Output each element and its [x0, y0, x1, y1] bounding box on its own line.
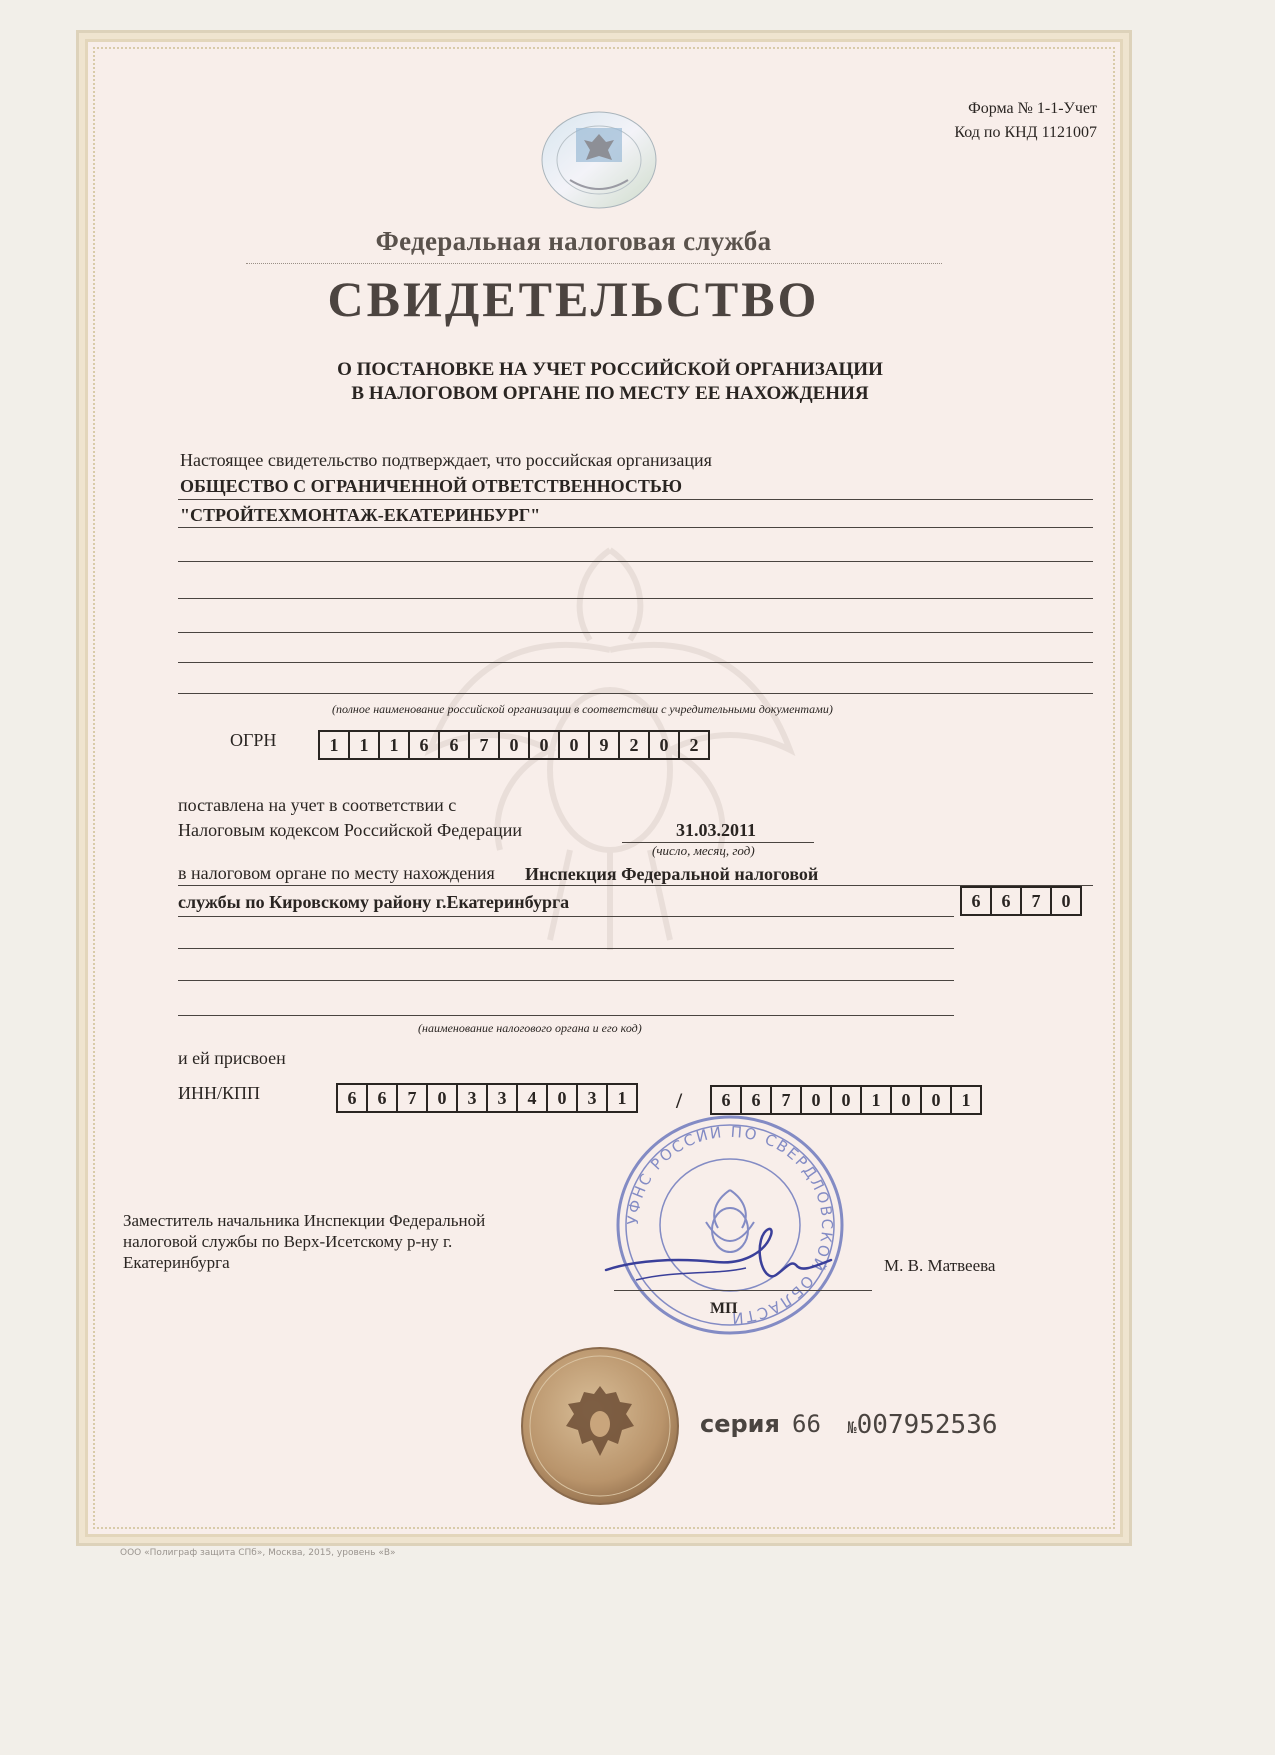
- document-subtitle: [0, 358, 1220, 406]
- intro-text: Настоящее свидетельство подтверждает, что российская организация: [180, 450, 712, 470]
- office-code-digit: 0: [1052, 888, 1082, 914]
- kpp-digit: 7: [772, 1087, 802, 1113]
- inn-digit: 3: [488, 1085, 518, 1111]
- assigned-text: и ей присвоен: [178, 1048, 286, 1068]
- kpp-digit: 1: [952, 1087, 982, 1113]
- field-line: [178, 693, 1093, 694]
- knd-code: Код по КНД 1121007: [954, 124, 1097, 141]
- kpp-digit: 6: [742, 1087, 772, 1113]
- kpp-digit: 0: [802, 1087, 832, 1113]
- inn-kpp-separator: /: [676, 1088, 683, 1113]
- serial-digits: 007952536: [856, 1410, 998, 1440]
- inn-digit: 4: [518, 1085, 548, 1111]
- ogrn-digit: 1: [320, 732, 350, 758]
- org-name-line: "СТРОЙТЕХМОНТАЖ-ЕКАТЕРИНБУРГ": [180, 505, 541, 525]
- field-line: [178, 916, 954, 917]
- kpp-digit: 0: [832, 1087, 862, 1113]
- field-line: [178, 499, 1093, 500]
- ogrn-digit: 6: [440, 732, 470, 758]
- kpp-digit: 0: [922, 1087, 952, 1113]
- agency-divider: [246, 263, 942, 264]
- ogrn-digit: 0: [560, 732, 590, 758]
- agency-name: Федеральная налоговая служба: [375, 226, 772, 256]
- tax-code-text: Налоговым кодексом Российской Федерации: [178, 820, 523, 840]
- series-number: 66: [792, 1410, 821, 1438]
- registration-date: 31.03.2011: [676, 820, 757, 840]
- office-code-digit: 7: [1022, 888, 1052, 914]
- ogrn-digit: 2: [620, 732, 650, 758]
- inn-digit: 1: [608, 1085, 638, 1111]
- ogrn-digit: 1: [350, 732, 380, 758]
- inn-cells: [336, 1083, 638, 1113]
- field-line: [178, 598, 1093, 599]
- kpp-digit: 1: [862, 1087, 892, 1113]
- number-sign: №: [847, 1418, 857, 1437]
- ogrn-digit: 1: [380, 732, 410, 758]
- handwritten-signature: [596, 1220, 836, 1300]
- registered-text: поставлена на учет в соответствии с: [178, 795, 457, 815]
- seal-place-mark: МП: [710, 1300, 738, 1317]
- ogrn-digit: 2: [680, 732, 710, 758]
- signatory-position-line: налоговой службы по Верх-Исетскому р-ну г.: [123, 1232, 453, 1251]
- inn-digit: 7: [398, 1085, 428, 1111]
- inn-digit: 0: [428, 1085, 458, 1111]
- inn-digit: 3: [458, 1085, 488, 1111]
- field-line: [178, 885, 1093, 886]
- subtitle-line: В НАЛОГОВОМ ОРГАНЕ ПО МЕСТУ ЕЕ НАХОЖДЕНИЯ: [351, 383, 869, 404]
- ogrn-digit: 0: [530, 732, 560, 758]
- ogrn-digit: 9: [590, 732, 620, 758]
- field-line: [178, 527, 1093, 528]
- ogrn-cells: [318, 730, 710, 760]
- office-code-digit: 6: [962, 888, 992, 914]
- hologram-emblem-icon: [540, 110, 658, 210]
- document-title: СВИДЕТЕЛЬСТВО: [327, 271, 820, 327]
- field-line: [178, 948, 954, 949]
- form-number: [954, 97, 1097, 145]
- field-line: [178, 662, 1093, 663]
- serial-number: [847, 1410, 998, 1440]
- org-caption: (полное наименование российской организации в соответствии с учредительными документами): [332, 702, 833, 716]
- inn-digit: 3: [578, 1085, 608, 1111]
- field-line: [178, 632, 1093, 633]
- tax-office-lead: в налоговом органе по месту нахождения: [178, 863, 495, 883]
- office-code-digit: 6: [992, 888, 1022, 914]
- inn-kpp-label: ИНН/КПП: [178, 1083, 261, 1103]
- date-caption: (число, месяц, год): [652, 843, 755, 858]
- form-line: Форма № 1-1-Учет: [968, 100, 1097, 117]
- ogrn-digit: 6: [410, 732, 440, 758]
- ogrn-digit: 0: [650, 732, 680, 758]
- signatory-position: [123, 1210, 485, 1273]
- field-line: [178, 1015, 954, 1016]
- field-line: [178, 561, 1093, 562]
- tax-office-caption: (наименование налогового органа и его код): [418, 1021, 642, 1035]
- ogrn-label: ОГРН: [230, 730, 277, 750]
- stamp-text: УФНС РОССИИ ПО СВЕРДЛОВСКОЙ ОБЛАСТИ: [623, 1122, 837, 1328]
- gold-seal-icon: [520, 1346, 680, 1506]
- kpp-digit: 6: [712, 1087, 742, 1113]
- inn-digit: 0: [548, 1085, 578, 1111]
- signatory-position-line: Заместитель начальника Инспекции Федеральной: [123, 1211, 486, 1230]
- subtitle-line: О ПОСТАНОВКЕ НА УЧЕТ РОССИЙСКОЙ ОРГАНИЗАЦИИ: [337, 359, 883, 380]
- series-label: серия: [700, 1410, 780, 1438]
- signatory-position-line: Екатеринбурга: [123, 1253, 230, 1272]
- org-name-line: ОБЩЕСТВО С ОГРАНИЧЕННОЙ ОТВЕТСТВЕННОСТЬЮ: [180, 476, 682, 496]
- printer-imprint: ООО «Полиграф защита СПб», Москва, 2015, уровень «В»: [120, 1548, 396, 1558]
- ogrn-digit: 0: [500, 732, 530, 758]
- tax-office-code-cells: [960, 886, 1082, 916]
- kpp-digit: 0: [892, 1087, 922, 1113]
- tax-office-name: Инспекция Федеральной налоговой: [525, 864, 819, 884]
- inn-digit: 6: [368, 1085, 398, 1111]
- field-line: [178, 980, 954, 981]
- tax-office-name: службы по Кировскому району г.Екатеринбурга: [178, 892, 570, 912]
- signature-line: [614, 1290, 872, 1291]
- inn-digit: 6: [338, 1085, 368, 1111]
- ogrn-digit: 7: [470, 732, 500, 758]
- signatory-name: М. В. Матвеева: [884, 1256, 996, 1275]
